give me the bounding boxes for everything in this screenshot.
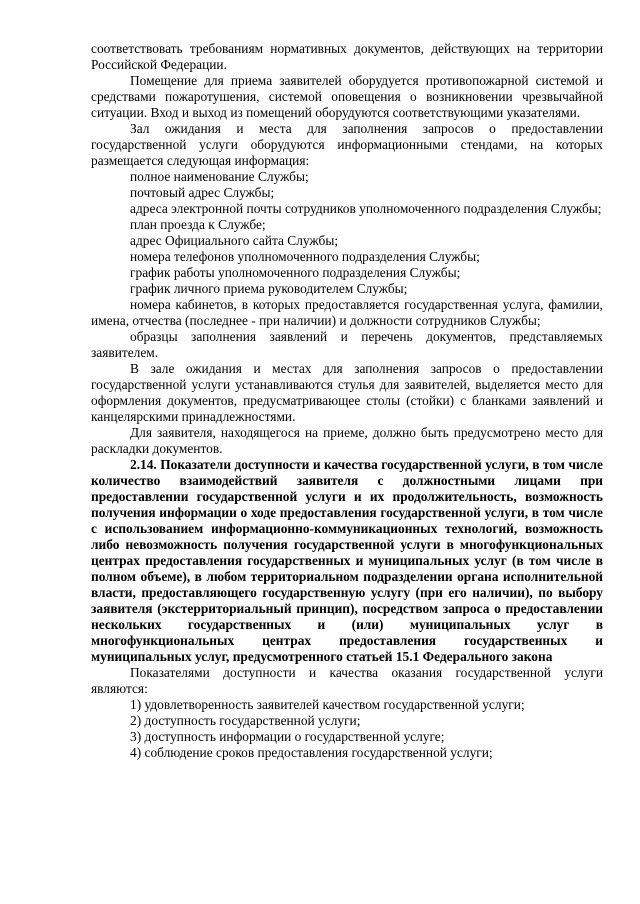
paragraph-indicators-intro: Показателями доступности и качества оказания государственной услуги являются: [91, 665, 603, 696]
document-page [91, 41, 603, 761]
indicator-list-item: 1) удовлетворенность заявителей качеством государственной услуги; [130, 697, 525, 712]
paragraph-waiting-hall: В зале ожидания и местах для заполнения запросов о предоставлении государственной услуги устанавливаются стулья для заявителей, выделяется место для оформления документов, предусматривающее столы (стойки) с бланками заявлений и канцелярскими принадлежностями. [91, 361, 603, 424]
indicator-list-item: 2) доступность государственной услуги; [130, 713, 361, 728]
info-list-item: номера кабинетов, в которых предоставляется государственная услуга, фамилии, имена, отчества (последнее - при наличии) и должности сотрудников Службы; [91, 297, 603, 328]
indicator-list-item: 4) соблюдение сроков предоставления государственной услуги; [130, 745, 493, 760]
info-list-item: номера телефонов уполномоченного подразделения Службы; [130, 249, 480, 264]
paragraph-document-space: Для заявителя, находящегося на приеме, должно быть предусмотрено место для раскладки документов. [91, 425, 603, 456]
indicator-list-item: 3) доступность информации о государственной услуге; [130, 729, 445, 744]
info-list-item: план проезда к Службе; [130, 217, 266, 232]
paragraph-continuation: соответствовать требованиям нормативных документов, действующих на территории Российской Федерации. [91, 41, 603, 72]
paragraph-fire-safety: Помещение для приема заявителей оборудуется противопожарной системой и средствами пожаротушения, системой оповещения о возникновении чрезвычайной ситуации. Вход и выход из помещений оборудуются соответствующими указателями. [91, 73, 603, 120]
info-list-item: полное наименование Службы; [130, 169, 309, 184]
info-list-item: график личного приема руководителем Службы; [130, 281, 408, 296]
info-list-item: образцы заполнения заявлений и перечень документов, представляемых заявителем. [91, 329, 603, 360]
section-heading: 2.14. Показатели доступности и качества государственной услуги, в том числе количество взаимодействий заявителя с должностными лицами при предоставлении государственной услуги и их продолжительность, возможность получения информации о ходе предоставления государственной услуги, в том числе с использованием информационно-коммуникационных технологий, возможность либо невозможность получения государственной услуги в многофункциональных центрах предоставления государственных и муниципальных услуг (в том числе в полном объеме), в любом территориальном подразделении органа исполнительной власти, предоставляющего государственную услугу (при его наличии), по выбору заявителя (экстерриториальный принцип), посредством запроса о предоставлении нескольких государственных и (или) муниципальных услуг в многофункциональных центрах предоставления государственных и муниципальных услуг, предусмотренного статьей 15.1 Федерального закона [91, 457, 603, 664]
info-list-item: почтовый адрес Службы; [130, 185, 275, 200]
info-list-item: адреса электронной почты сотрудников уполномоченного подразделения Службы; [130, 201, 602, 216]
info-list-item: график работы уполномоченного подразделения Службы; [130, 265, 461, 280]
paragraph-info-stands: Зал ожидания и места для заполнения запросов о предоставлении государственной услуги оборудуются информационными стендами, на которых размещается следующая информация: [91, 121, 603, 168]
info-list-item: адрес Официального сайта Службы; [130, 233, 339, 248]
